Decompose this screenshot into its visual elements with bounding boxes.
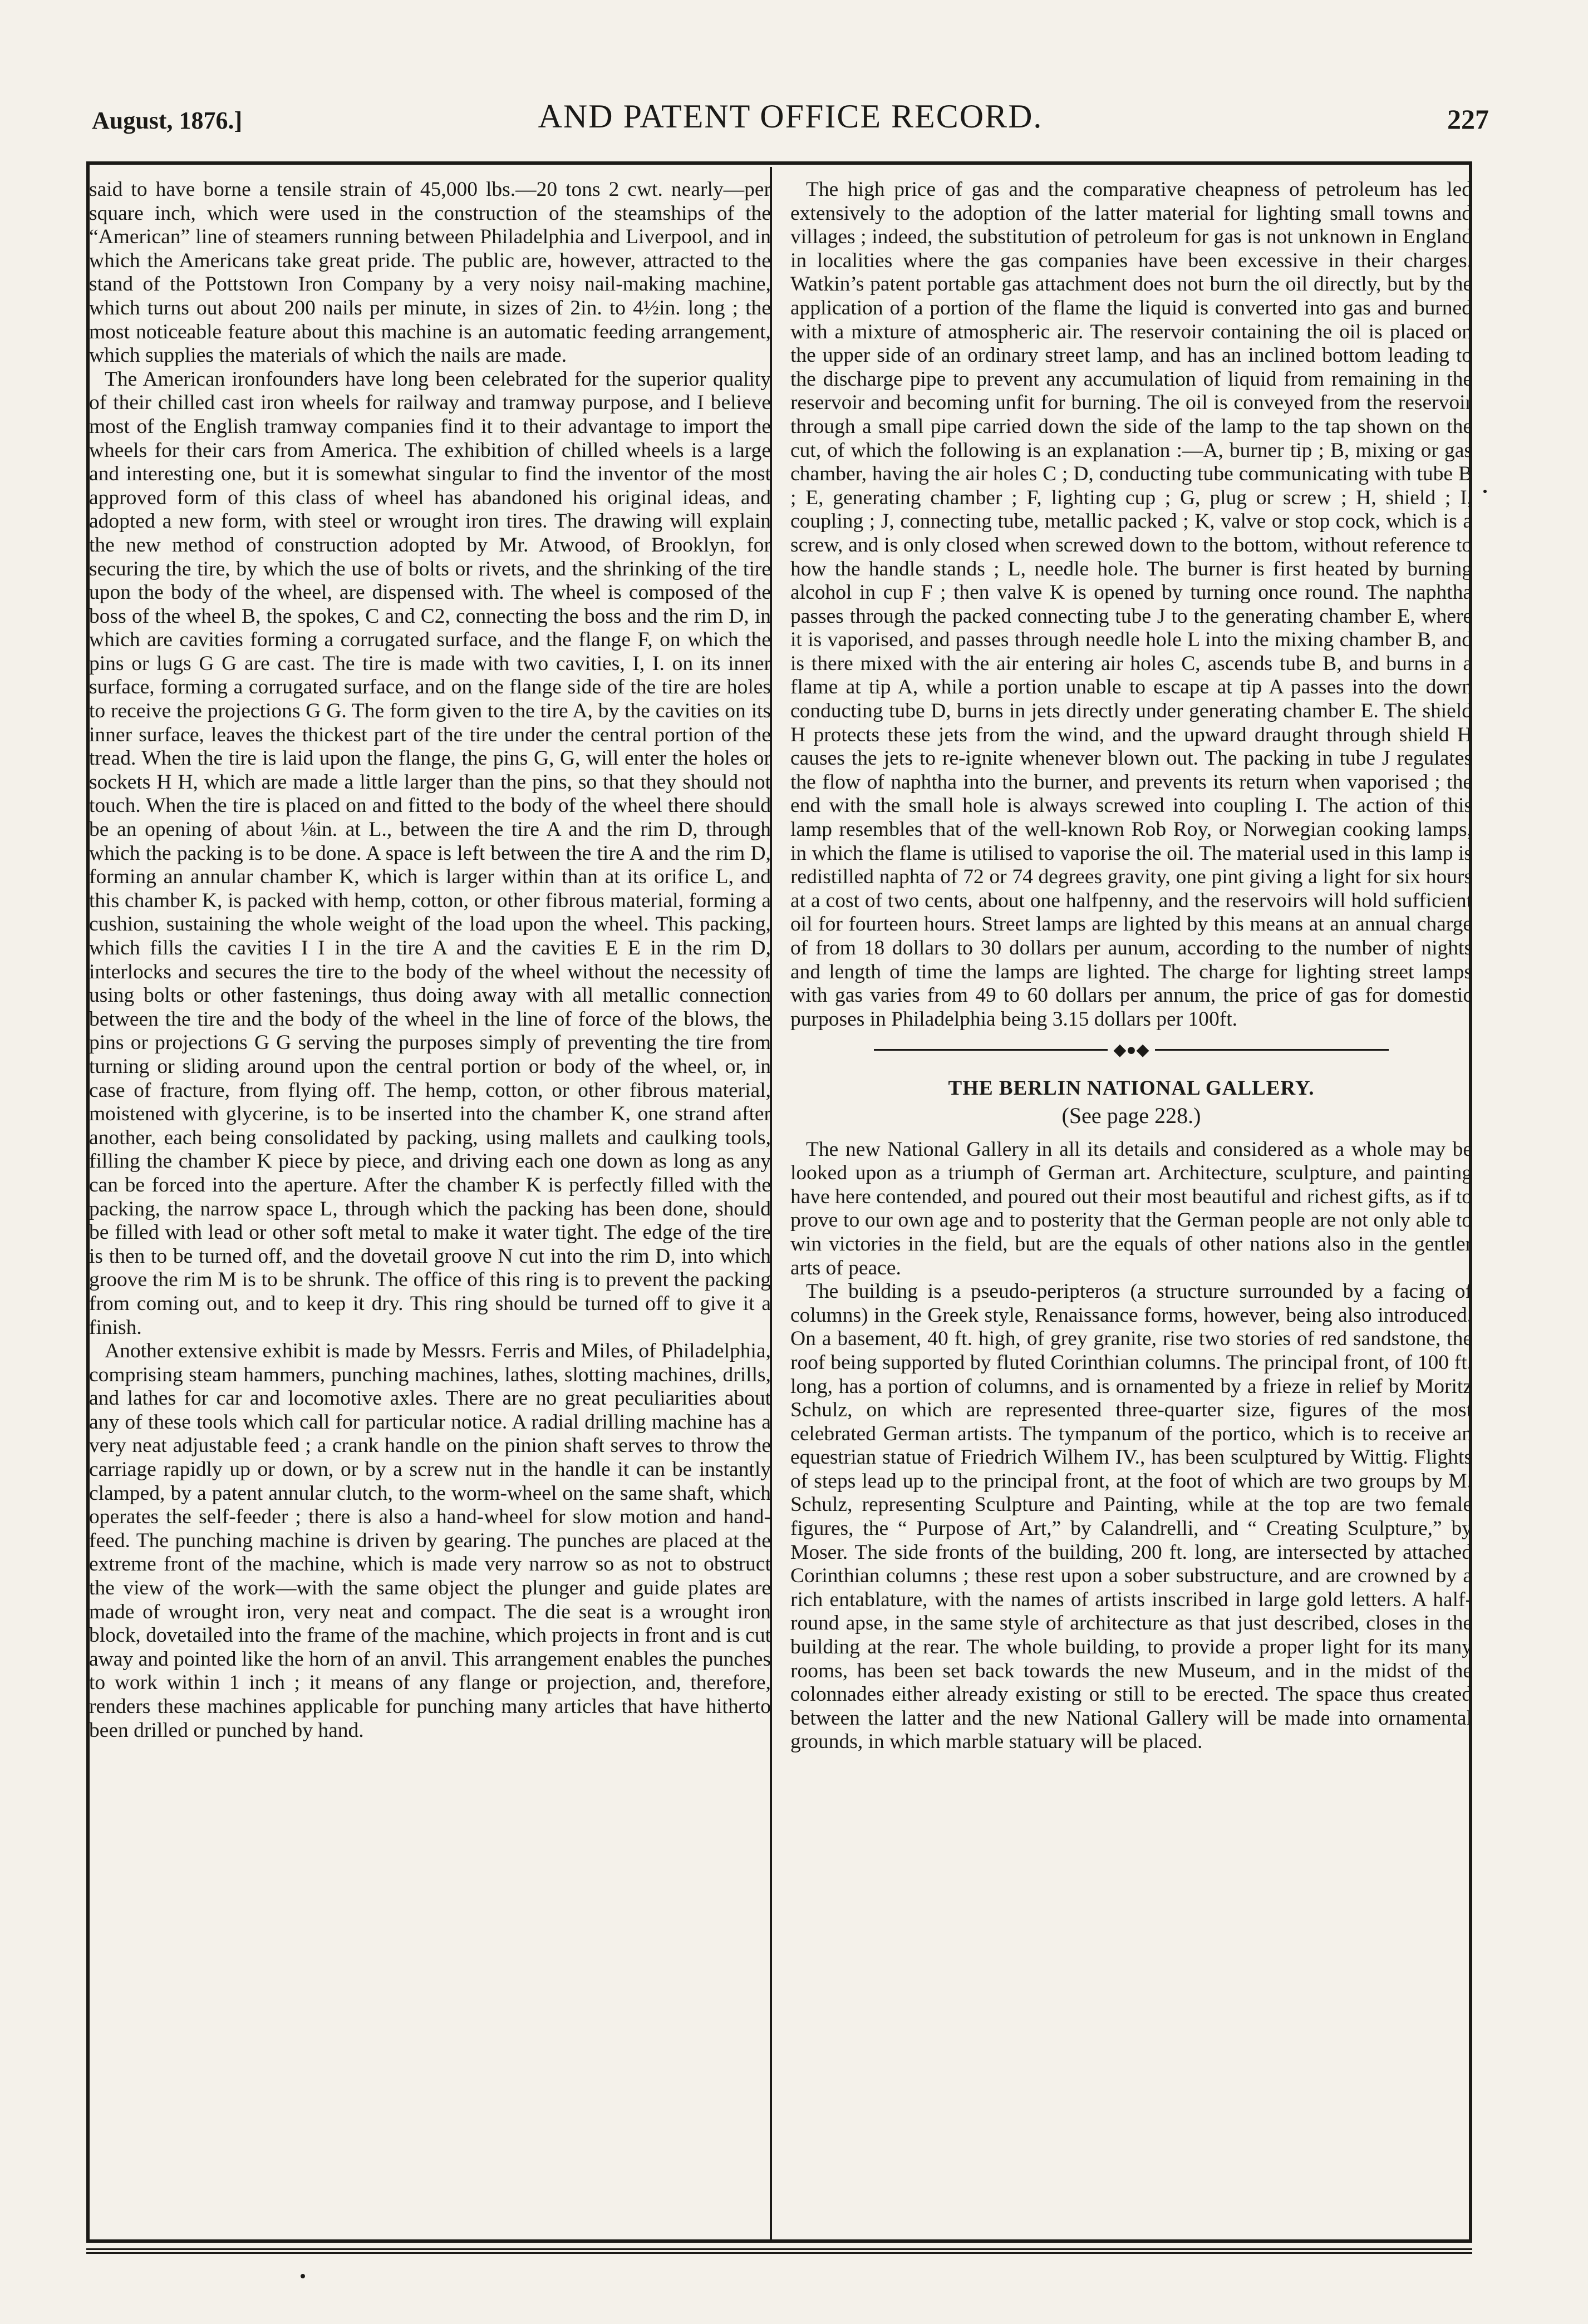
article-paragraph: The building is a pseudo-peripteros (a structure surrounded by a facing of columns) in the Greek style, Renaissance forms, however, being also introduced. On a basement, 40 ft. high, of grey granite, rise two stories of red sandstone, the roof being supported by fluted Corinthian columns. The principal front, of 100 ft. long, has a portion of columns, and is ornamented by a frieze in relief by Moritz Schulz, on which are represented three-quarter size, figures of the most celebrated German artists. The tympanum of the portico, which is to receive an equestrian statue of Friedrich Wilhem IV., has been sculptured by Wittig. Flights of steps lead up to the principal front, at the foot of which are two groups by M. Schulz, representing Sculpture and Painting, while at the top are two female figures, the “ Purpose of Art,” by Calandrelli, and “ Creating Sculpture,” by Moser. The side fronts of the building, 200 ft. long, are intersected by attached Corinthian columns ; these rest upon a sober substructure, and are crowned by a rich entablature, with the names of artists inscribed in large gold letters. A half-round apse, in the same style of architecture as that just described, closes in the building at the rear. The whole building, to provide a proper light for its many rooms, has been set back towards the new Museum, and in the midst of the colonnades either already existing or still to be erected. The space thus created between the latter and the new National Gallery will be made into ornamental grounds, in which marble statuary will be placed. [790, 1280, 1472, 1754]
article-paragraph: The high price of gas and the comparative cheapness of petroleum has led extensively to the adoption of the latter material for lighting small towns and villages ; indeed, the substitution of petroleum for gas is not unknown in England in localities where the gas companies have been excessive in their charges. Watkin’s patent portable gas attachment does not burn the oil directly, but by the application of a portion of the flame the liquid is converted into gas and burned with a mixture of atmospheric air. The reservoir containing the oil is placed on the upper side of an ordinary street lamp, and has an inclined bottom leading to the discharge pipe to prevent any accumulation of liquid from remaining in the reservoir and becoming unfit for burning. The oil is conveyed from the reservoir through a small pipe carried down the side of the lamp to the tap shown on the cut, of which the following is an explanation :—A, burner tip ; B, mixing or gas chamber, having the air holes C ; D, conducting tube communicating with tube B ; E, generating chamber ; F, lighting cup ; G, plug or screw ; H, shield ; I, coupling ; J, connecting tube, metallic packed ; K, valve or stop cock, which is a screw, and is only closed when screwed down to the bottom, without reference to how the handle stands ; L, needle hole. The burner is first heated by burning alcohol in cup F ; then valve K is opened by turning once round. The naphtha passes through the packed connecting tube J to the generating chamber E, where it is vaporised, and passes through needle hole L into the mixing chamber B, and is there mixed with the air entering air holes C, ascends tube B, and burns in a flame at tip A, while a portion unable to escape at tip A passes into the down conducting tube D, burns in jets directly under generating chamber E. The shield H protects these jets from the wind, and the upward draught through shield H causes the jets to re-ignite whenever blown out. The packing in tube J regulates the flow of naphtha into the burner, and prevents its return when vaporised ; the end with the small hole is always screwed into coupling I. The action of this lamp resembles that of the well-known Rob Roy, or Norwegian cooking lamps, in which the flame is utilised to vaporise the oil. The material used in this lamp is redistilled naphta of 72 or 74 degrees gravity, one pint giving a light for six hours at a cost of two cents, about one halfpenny, and the reservoirs will hold sufficient oil for fourteen hours. Street lamps are lighted by this means at an annual charge of from 18 dollars to 30 dollars per aunum, according to the number of nights and length of time the lamps are lighted. The charge for lighting street lamps with gas varies from 49 to 60 dollars per annum, the price of gas for domestic purposes in Philadelphia being 3.15 dollars per 100ft. [790, 178, 1472, 1031]
ornament-icon: ◆●◆ [1113, 1040, 1149, 1059]
page-header [92, 97, 1489, 147]
article-paragraph: The new National Gallery in all its details and considered as a whole may be looked upon as a triumph of German art. Architecture, sculpture, and painting have here contended, and poured out their most beautiful and richest gifts, as if to prove to our own age and to posterity that the German people are not only able to win victories in the field, but are the equals of other nations also in the gentler arts of peace. [790, 1138, 1472, 1279]
left-column [89, 178, 771, 1742]
article-paragraph: The American ironfounders have long been celebrated for the superior quality of their chilled cast iron wheels for railway and tramway purpose, and I believe most of the English tramway companies find it to their advantage to import the wheels for their cars from America. The exhibition of chilled wheels is a large and interesting one, but it is somewhat singular to find the inventor of the most approved form of this class of wheel has abandoned his original ideas, and adopted a new form, with steel or wrought iron tires. The drawing will explain the new method of construction adopted by Mr. Atwood, of Brooklyn, for securing the tire, by which the use of bolts or rivets, and the shrinking of the tire upon the body of the wheel, are dispensed with. The wheel is composed of the boss of the wheel B, the spokes, C and C2, connecting the boss and the rim D, in which are cavities forming a corrugated surface, and the flange F, on which the pins or lugs G G are cast. The tire is made with two cavities, I, I. on its inner surface, forming a corrugated surface, and on the flange side of the tire are holes to receive the projections G G. The form given to the tire A, by the cavities on its inner surface, leaves the thickest part of the tire under the central portion of the tread. When the tire is laid upon the flange, the pins G, G, will enter the holes or sockets H H, which are made a little larger than the pins, so that they should not touch. When the tire is placed on and fitted to the body of the wheel there should be an opening of about ⅛in. at L., between the tire A and the rim D, through which the packing is to be done. A space is left between the tire A and the rim D, forming an annular chamber K, which is larger within than at its orifice L, and this chamber K, is packed with hemp, cotton, or other fibrous material, forming a cushion, sustaining the whole weight of the load upon the wheel. This packing, which fills the cavities I I in the tire A and the cavities E E in the rim D, interlocks and secures the tire to the body of the wheel without the necessity of using bolts or other fastenings, thus doing away with all metallic connection between the tire and the body of the wheel in the line of force of the blows, the pins or projections G G serving the purposes simply of preventing the tire from turning or sliding around upon the central portion or body of the wheel, or, in case of fracture, from flying off. The hemp, cotton, or other fibrous material, moistened with glycerine, is to be inserted into the chamber K, one strand after another, each being consolidated by packing, using mallets and caulking tools, filling the chamber K piece by piece, and driving each one down as long as any can be forced into the aperture. After the chamber K is perfectly filled with the packing, the narrow space L, through which the packing has been done, should be filled with lead or other soft metal to make it water tight. The edge of the tire is then to be turned off, and the dovetail groove N cut into the rim D, into which groove the rim M is to be shrunk. The office of this ring is to prevent the packing from coming out, and to keep it dry. This ring should be turned off to give it a finish. [89, 367, 771, 1339]
bottom-rule [86, 2248, 1472, 2254]
issue-date: August, 1876.] [92, 107, 243, 134]
right-column [790, 178, 1472, 1754]
publication-title: AND PATENT OFFICE RECORD. [538, 98, 1043, 135]
ink-speck [301, 2274, 305, 2278]
article-paragraph: said to have borne a tensile strain of 45,000 lbs.—20 tons 2 cwt. nearly—per square inch, which were used in the construction of the steamships of the “American” line of steamers running between Philadelphia and Liverpool, and in which the Americans take great pride. The public are, however, attracted to the stand of the Pottstown Iron Company by a very noisy nail-making machine, which turns out about 200 nails per minute, in sizes of 2in. to 4½in. long ; the most noticeable feature about this machine is an automatic feeding arrangement, which supplies the materials of which the nails are made. [89, 178, 771, 367]
ink-speck [1483, 490, 1487, 493]
page-number: 227 [1447, 104, 1489, 135]
separator-line [1155, 1049, 1389, 1051]
section-subheading: (See page 228.) [1061, 1102, 1201, 1128]
section-heading: THE BERLIN NATIONAL GALLERY. [948, 1077, 1315, 1100]
article-paragraph: Another extensive exhibit is made by Messrs. Ferris and Miles, of Philadelphia, comprising steam hammers, punching machines, lathes, slotting machines, drills, and lathes for car and locomotive axles. There are no great peculiarities about any of these tools which call for particular notice. A radial drilling machine has a very neat adjustable feed ; a crank handle on the pinion shaft serves to throw the carriage rapidly up or down, or by a screw nut in the handle it can be instantly clamped, by a patent annular clutch, to the worm-wheel on the same shaft, which operates the self-feeder ; there is also a hand-wheel for slow motion and hand-feed. The punching machine is driven by gearing. The punches are placed at the extreme front of the machine, which is made very narrow so as not to obstruct the view of the work—with the same object the plunger and guide plates are made of wrought iron, very neat and compact. The die seat is a wrought iron block, dovetailed into the frame of the machine, which projects in front and is cut away and pointed like the horn of an anvil. This arrangement enables the punches to work within 1 inch ; it means of any flange or projection, and, therefore, renders these machines applicable for punching many articles that have hitherto been drilled or punched by hand. [89, 1340, 771, 1742]
section-separator [790, 1037, 1472, 1059]
separator-line [874, 1049, 1108, 1051]
